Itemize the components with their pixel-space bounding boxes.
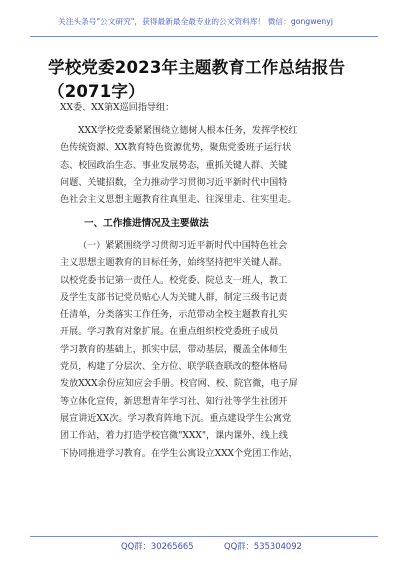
paragraph-line: 学习教育的基础上，抓实中层，带动基层，覆盖全体师生 xyxy=(60,344,288,355)
salutation-text: XX委、XX第X巡回指导组： xyxy=(60,103,175,113)
footer-qq-group-2: QQ群：535304092 xyxy=(224,541,302,551)
title-line: 学校党委2023年主题教育工作总结报告 xyxy=(48,58,346,77)
paragraph-line: 色社会主义思想主题教育往真里走、往深里走、往实里走。 xyxy=(60,195,297,206)
document-title xyxy=(48,56,378,104)
section-paragraph xyxy=(60,238,360,463)
paragraph-line: 态、校园政治生态、事业发展势态，重抓关键人群、关键 xyxy=(60,160,288,171)
paragraph-line: 主义思想主题教育的目标任务，始终坚持把牢关键人群。 xyxy=(60,258,288,269)
paragraph-line: 党员，构建了分层次、全方位、联学联查联改的整体格局 xyxy=(60,362,288,373)
footer xyxy=(0,536,408,556)
paragraph-line: XXX学校党委紧紧围绕立德树人根本任务，发挥学校红 xyxy=(78,126,298,136)
paragraph-line: 色传统资源、XX教育特色资源优势，聚焦党委班子运行状 xyxy=(60,143,292,154)
paragraph-line: 发放XXX余份应知应会手册。校官网、校、院官微，电子屏 xyxy=(60,379,298,390)
paragraph-line: 任清单，分类落实工作任务，示范带动全校主题教育扎实 xyxy=(60,310,288,321)
paragraph-line: 等立体化宣传，新思想青年学习社、知行社等学生社团开 xyxy=(60,396,288,407)
paragraph-line: 下协同推进学习教育。在学生公寓设立XXX个党团工作站， xyxy=(60,448,298,459)
banner-text: 关注头条号"公文研究"，获得最新最全最专业的公文资料库！ 微信：gongwenyj xyxy=(58,17,334,26)
header-divider xyxy=(30,36,378,37)
paragraph-line: 开展。学习教育对象扩展。在重点组织校党委班子成员 xyxy=(60,327,279,338)
salutation xyxy=(60,100,360,117)
paragraph-line: 以校党委书记第一责任人。校党委、院总支一班人，教工 xyxy=(60,275,288,286)
paragraph-line: 问题、关键招数，全力推动学习贯彻习近平新时代中国特 xyxy=(60,177,288,188)
footer-divider xyxy=(30,536,378,537)
paragraph-line: 及学生支部书记党员贴心人为关键人群，制定三级书记责 xyxy=(60,292,288,303)
intro-paragraph xyxy=(60,123,360,209)
paragraph-line: 团工作站，着力打造学校官微"XXX"，课内课外、线上线 xyxy=(60,431,288,442)
footer-qq-group-1: QQ群：30265665 xyxy=(121,541,194,551)
paragraph-line: （一）紧紧围绕学习贯彻习近平新时代中国特色社会 xyxy=(78,241,288,251)
paragraph-line: 展宣讲近XX次。学习教育阵地下沉。重点建设学生公寓党 xyxy=(60,413,292,424)
header-banner xyxy=(0,4,408,42)
section-heading: 一、工作推进情况及主要做法 xyxy=(84,218,209,229)
title-word-count: （2071字） xyxy=(48,82,145,101)
